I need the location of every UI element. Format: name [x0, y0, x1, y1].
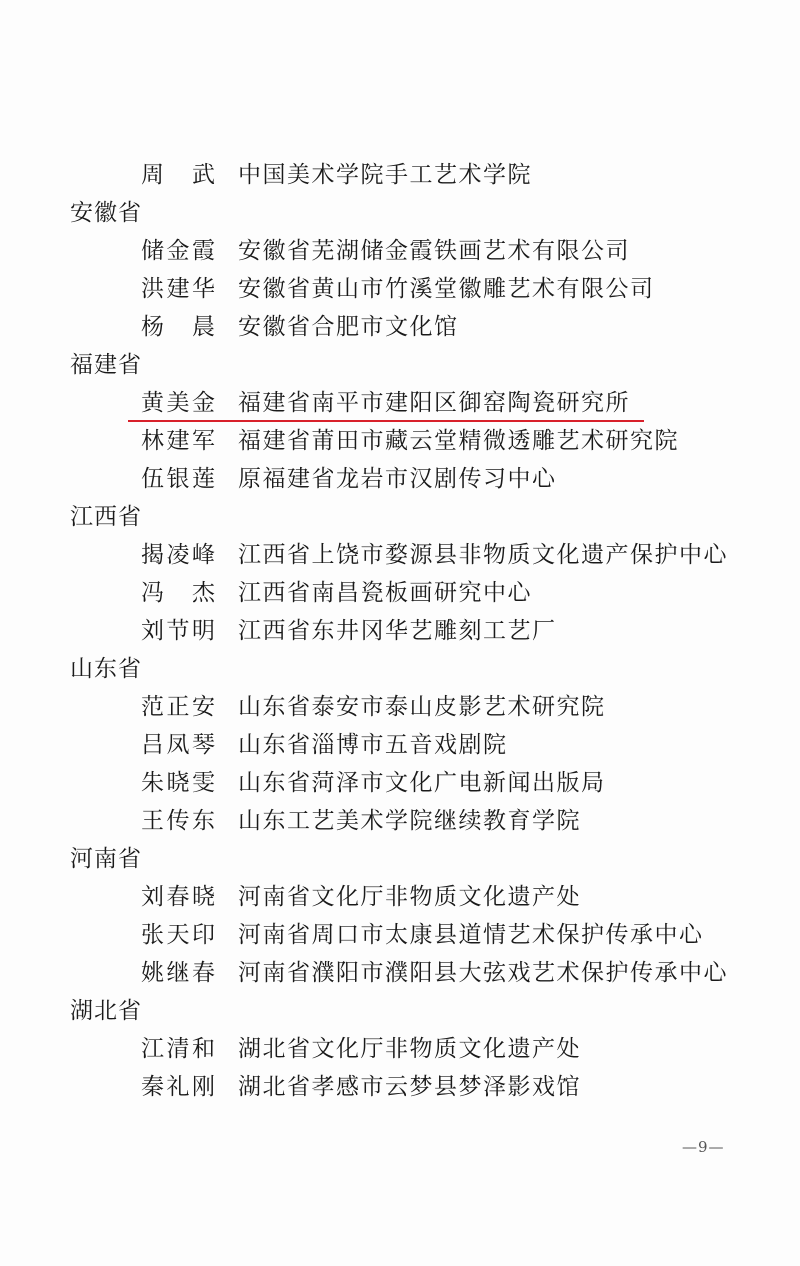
- organization-name: 江西省上饶市婺源县非物质文化遗产保护中心: [238, 542, 728, 568]
- list-item: [0, 308, 800, 346]
- organization-name: 安徽省合肥市文化馆: [238, 314, 459, 340]
- list-item: [0, 878, 800, 916]
- person-name: 揭凌峰: [141, 542, 215, 568]
- person-name: 周 武: [141, 162, 215, 188]
- list-item: [0, 688, 800, 726]
- organization-name: 安徽省黄山市竹溪堂徽雕艺术有限公司: [238, 276, 655, 302]
- list-item: [0, 802, 800, 840]
- list-item: [0, 156, 800, 194]
- person-name: 秦礼刚: [141, 1074, 215, 1100]
- list-item: [0, 612, 800, 650]
- list-item: [0, 460, 800, 498]
- organization-name: 江西省东井冈华艺雕刻工艺厂: [238, 618, 557, 644]
- province-heading: 河南省: [70, 846, 142, 872]
- province-heading: 湖北省: [70, 998, 142, 1024]
- person-name: 林建军: [141, 428, 215, 454]
- province-heading-row: [0, 650, 800, 688]
- person-name: 朱晓雯: [141, 770, 215, 796]
- list-item: [0, 1068, 800, 1106]
- organization-name: 中国美术学院手工艺术学院: [238, 162, 532, 188]
- organization-name: 山东省泰安市泰山皮影艺术研究院: [238, 694, 606, 720]
- organization-name: 湖北省孝感市云梦县梦泽影戏馆: [238, 1074, 581, 1100]
- list-item: [0, 726, 800, 764]
- list-item: [0, 384, 800, 422]
- list-item: [0, 916, 800, 954]
- province-heading: 安徽省: [70, 200, 142, 226]
- organization-name: 湖北省文化厅非物质文化遗产处: [238, 1036, 581, 1062]
- province-heading-row: [0, 992, 800, 1030]
- list-item: [0, 536, 800, 574]
- person-name: 刘节明: [141, 618, 215, 644]
- list-item: [0, 232, 800, 270]
- organization-name: 山东工艺美术学院继续教育学院: [238, 808, 581, 834]
- province-heading-row: [0, 194, 800, 232]
- organization-name: 河南省文化厅非物质文化遗产处: [238, 884, 581, 910]
- organization-name: 山东省淄博市五音戏剧院: [238, 732, 508, 758]
- province-heading: 山东省: [70, 656, 142, 682]
- person-name: 伍银莲: [141, 466, 215, 492]
- organization-name: 福建省莆田市藏云堂精微透雕艺术研究院: [238, 428, 679, 454]
- list-item: [0, 574, 800, 612]
- organization-name: 江西省南昌瓷板画研究中心: [238, 580, 532, 606]
- province-heading: 江西省: [70, 504, 142, 530]
- person-name: 范正安: [141, 694, 215, 720]
- person-name: 吕凤琴: [141, 732, 215, 758]
- organization-name: 原福建省龙岩市汉剧传习中心: [238, 466, 557, 492]
- province-heading: 福建省: [70, 352, 142, 378]
- province-heading-row: [0, 840, 800, 878]
- list-item: [0, 1030, 800, 1068]
- person-name: 杨 晨: [141, 314, 215, 340]
- person-name: 刘春晓: [141, 884, 215, 910]
- person-name: 冯 杰: [141, 580, 215, 606]
- organization-name: 安徽省芜湖储金霞铁画艺术有限公司: [238, 238, 630, 264]
- person-name: 洪建华: [141, 276, 215, 302]
- list-item: [0, 422, 800, 460]
- organization-name: 河南省濮阳市濮阳县大弦戏艺术保护传承中心: [238, 960, 728, 986]
- person-name: 张天印: [141, 922, 215, 948]
- person-name: 王传东: [141, 808, 215, 834]
- page-number: —9—: [682, 1138, 725, 1156]
- province-heading-row: [0, 346, 800, 384]
- name-list: [0, 156, 800, 1106]
- list-item: [0, 764, 800, 802]
- organization-name: 山东省菏泽市文化广电新闻出版局: [238, 770, 606, 796]
- person-name: 储金霞: [141, 238, 215, 264]
- person-name: 姚继春: [141, 960, 215, 986]
- list-item: [0, 954, 800, 992]
- organization-name: 河南省周口市太康县道情艺术保护传承中心: [238, 922, 704, 948]
- list-item: [0, 270, 800, 308]
- person-name: 黄美金: [141, 390, 215, 416]
- person-name: 江清和: [141, 1036, 215, 1062]
- province-heading-row: [0, 498, 800, 536]
- organization-name: 福建省南平市建阳区御窑陶瓷研究所: [238, 390, 630, 416]
